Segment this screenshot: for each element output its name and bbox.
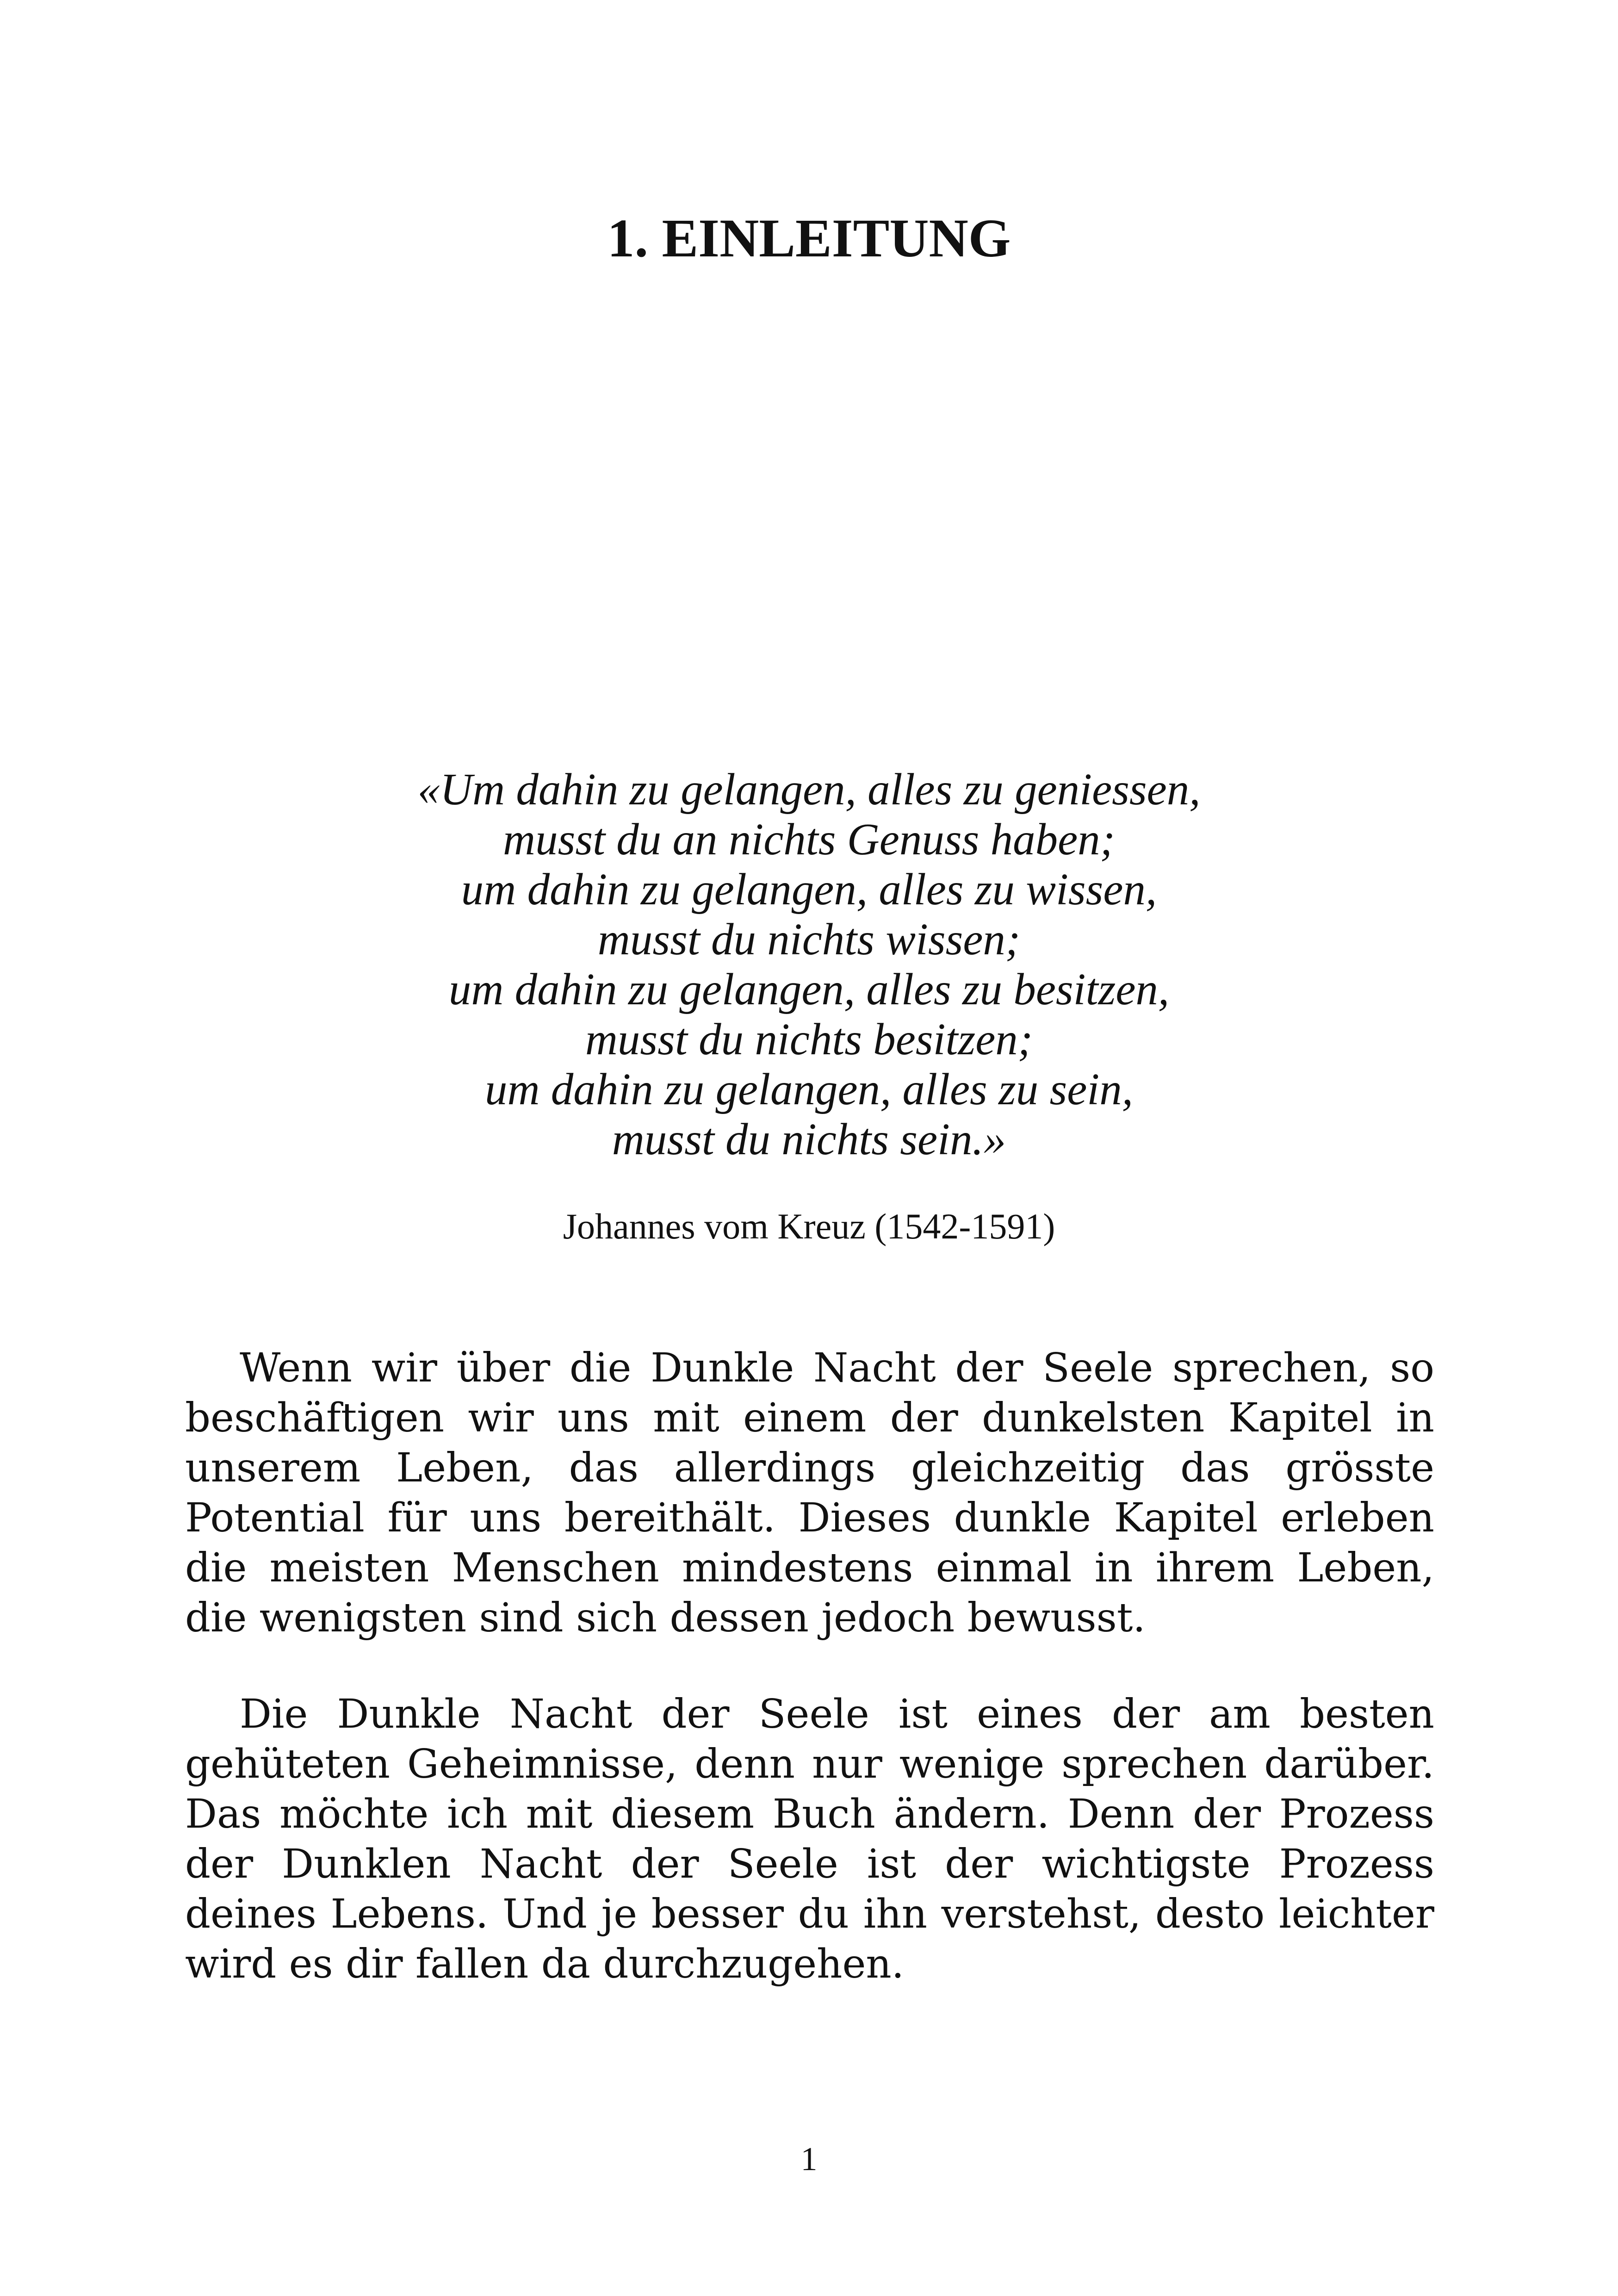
chapter-title: 1. EINLEITUNG	[607, 208, 1011, 268]
epigraph-quote	[0, 765, 1618, 1164]
epigraph-line: um dahin zu gelangen, alles zu besitzen,	[448, 964, 1170, 1014]
body-paragraph: Wenn wir über die Dunkle Nacht der Seele sprechen, so beschäftigen wir uns mit einem der dunkelsten Kapitel in unserem Leben, das allerdings gleichzeitig das grösste Potential für uns bereithält. Dieses dunkle Kapitel erleben die meisten Menschen mindestens einmal in ihrem Leben, die wenigsten sind sich dessen jedoch bewusst.	[185, 1345, 1434, 1641]
epigraph-line: musst du nichts wissen;	[597, 915, 1021, 964]
epigraph-line: musst du nichts sein.»	[612, 1114, 1006, 1164]
epigraph-line: «Um dahin zu gelangen, alles zu geniessen,	[417, 765, 1201, 814]
epigraph-line: musst du nichts besitzen;	[585, 1014, 1033, 1064]
epigraph-attribution: Johannes vom Kreuz (1542-1591)	[563, 1206, 1055, 1246]
body-paragraph: Die Dunkle Nacht der Seele ist eines der am besten gehüteten Geheimnisse, denn nur wenige sprechen darüber. Das möchte ich mit diesem Buch ändern. Denn der Prozess der Dunklen Nacht der Seele ist der wichtigste Prozess deines Lebens. Und je besser du ihn verstehst, desto leichter wird es dir fallen da durchzugehen.	[185, 1691, 1434, 1987]
page-number: 1	[800, 2140, 818, 2178]
epigraph-line: musst du an nichts Genuss haben;	[503, 815, 1115, 864]
epigraph-line: um dahin zu gelangen, alles zu wissen,	[461, 865, 1157, 914]
epigraph-line: um dahin zu gelangen, alles zu sein,	[484, 1064, 1133, 1114]
